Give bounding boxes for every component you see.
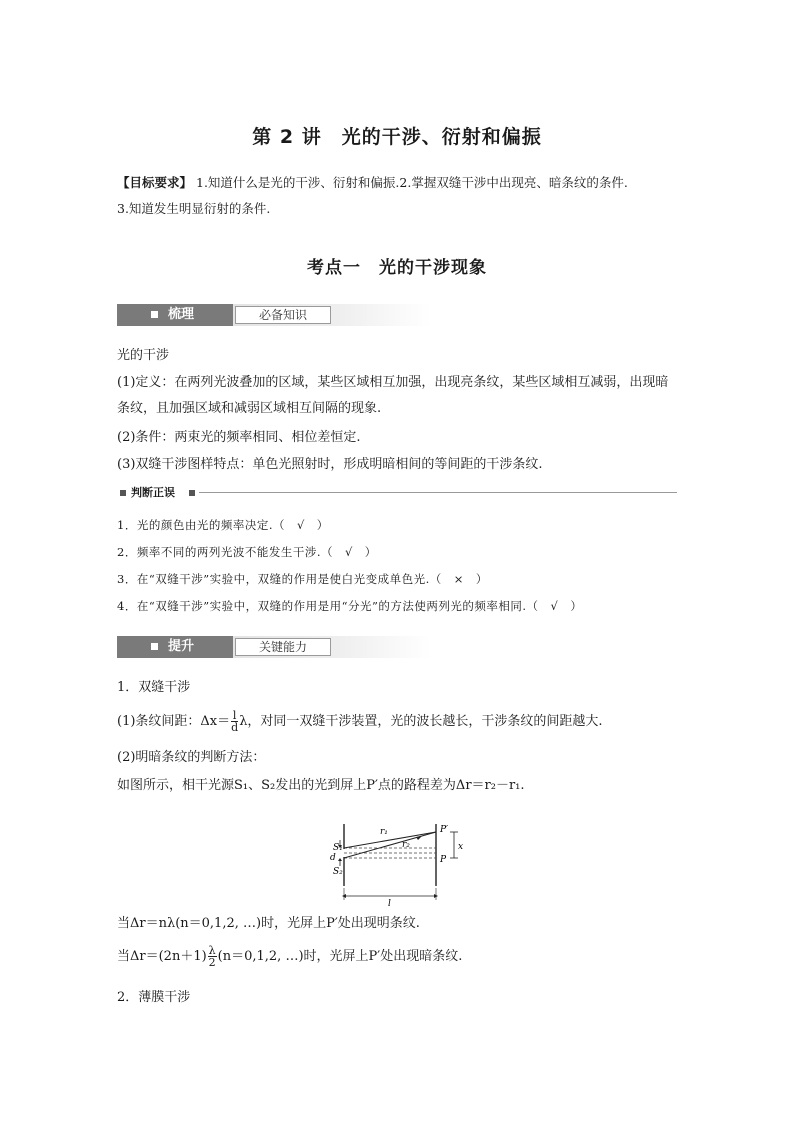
judge-header <box>117 485 677 501</box>
tag-dark-review: 梳理 <box>117 304 233 326</box>
tag-light-ability: 关键能力 <box>235 638 331 656</box>
half-wavelength-fraction: $\frac{\lambda}{2}$ <box>208 944 216 969</box>
label-s1: S₁ <box>333 843 343 853</box>
label-r2: r₂ <box>402 840 410 850</box>
section-title: 考点一 光的干涉现象 <box>307 258 487 278</box>
judge-heading: 判断正误 <box>131 486 175 499</box>
judge-method: (2)明暗条纹的判断方法： <box>117 750 266 765</box>
goal-requirements <box>117 170 677 222</box>
label-p: P <box>440 855 447 865</box>
label-l: l <box>388 899 391 906</box>
ability-heading-1: 1．双缝干涉 <box>117 680 191 695</box>
judge-item: 2．频率不同的两列光波不能发生干涉.（ √ ） <box>117 545 377 559</box>
bright-fringe-condition: 当Δr＝nλ(n＝0,1,2, …)时，光屏上P′处出现明条纹. <box>117 916 420 931</box>
goal-label: 【目标要求】 <box>117 175 193 190</box>
figure-intro: 如图所示，相干光源S₁、S₂发出的光到屏上P′点的路程差为Δr＝r₂－r₁. <box>117 778 525 793</box>
page-title: 第 2 讲 光的干涉、衍射和偏振 <box>252 126 542 148</box>
fringe-spacing-line: (1)条纹间距：Δx＝ $\frac{l}{d}$ λ，对同一双缝干涉装置，光的波长越长，干涉条纹的间距越大. <box>117 709 603 734</box>
label-x: x <box>458 842 464 852</box>
label-r1: r₁ <box>380 827 388 837</box>
tag-bar-ability <box>117 636 431 658</box>
goal-line2: 3.知道发生明显衍射的条件. <box>117 201 271 216</box>
concept-feature: (3)双缝干涉图样特点：单色光照射时，形成明暗相间的等间距的干涉条纹. <box>117 457 543 472</box>
judge-item: 1．光的颜色由光的频率决定.（ √ ） <box>117 518 329 532</box>
label-d: d <box>330 853 336 863</box>
label-p-prime: P′ <box>440 825 449 835</box>
double-slit-figure <box>320 820 480 906</box>
concept-heading: 光的干涉 <box>117 348 170 363</box>
goal-line1: 1.知道什么是光的干涉、衍射和偏振.2.掌握双缝干涉中出现亮、暗条纹的条件. <box>192 175 628 190</box>
spacing-fraction: $\frac{l}{d}$ <box>231 709 239 734</box>
concept-definition: (1)定义：在两列光波叠加的区域，某些区域相互加强，出现亮条纹，某些区域相互减弱，出现暗条纹，且加强区域和减弱区域相互间隔的现象. <box>117 375 669 416</box>
dark-fringe-condition: 当Δr＝(2n＋1) $\frac{\lambda}{2}$ (n＝0,1,2, …)时，光屏上P′处出现暗条纹. <box>117 944 463 969</box>
tag-bar-review <box>117 304 431 326</box>
tag-dark-ability: 提升 <box>117 636 233 658</box>
ability-heading-2: 2．薄膜干涉 <box>117 990 191 1005</box>
tag-light-review: 必备知识 <box>235 306 331 324</box>
judge-item: 3．在“双缝干涉”实验中，双缝的作用是使白光变成单色光.（ × ） <box>117 572 488 586</box>
judge-item: 4．在“双缝干涉”实验中，双缝的作用是用“分光”的方法使两列光的频率相同.（ √ ） <box>117 599 583 613</box>
concept-condition: (2)条件：两束光的频率相同、相位差恒定. <box>117 430 361 445</box>
label-s2: S₂ <box>333 867 343 877</box>
